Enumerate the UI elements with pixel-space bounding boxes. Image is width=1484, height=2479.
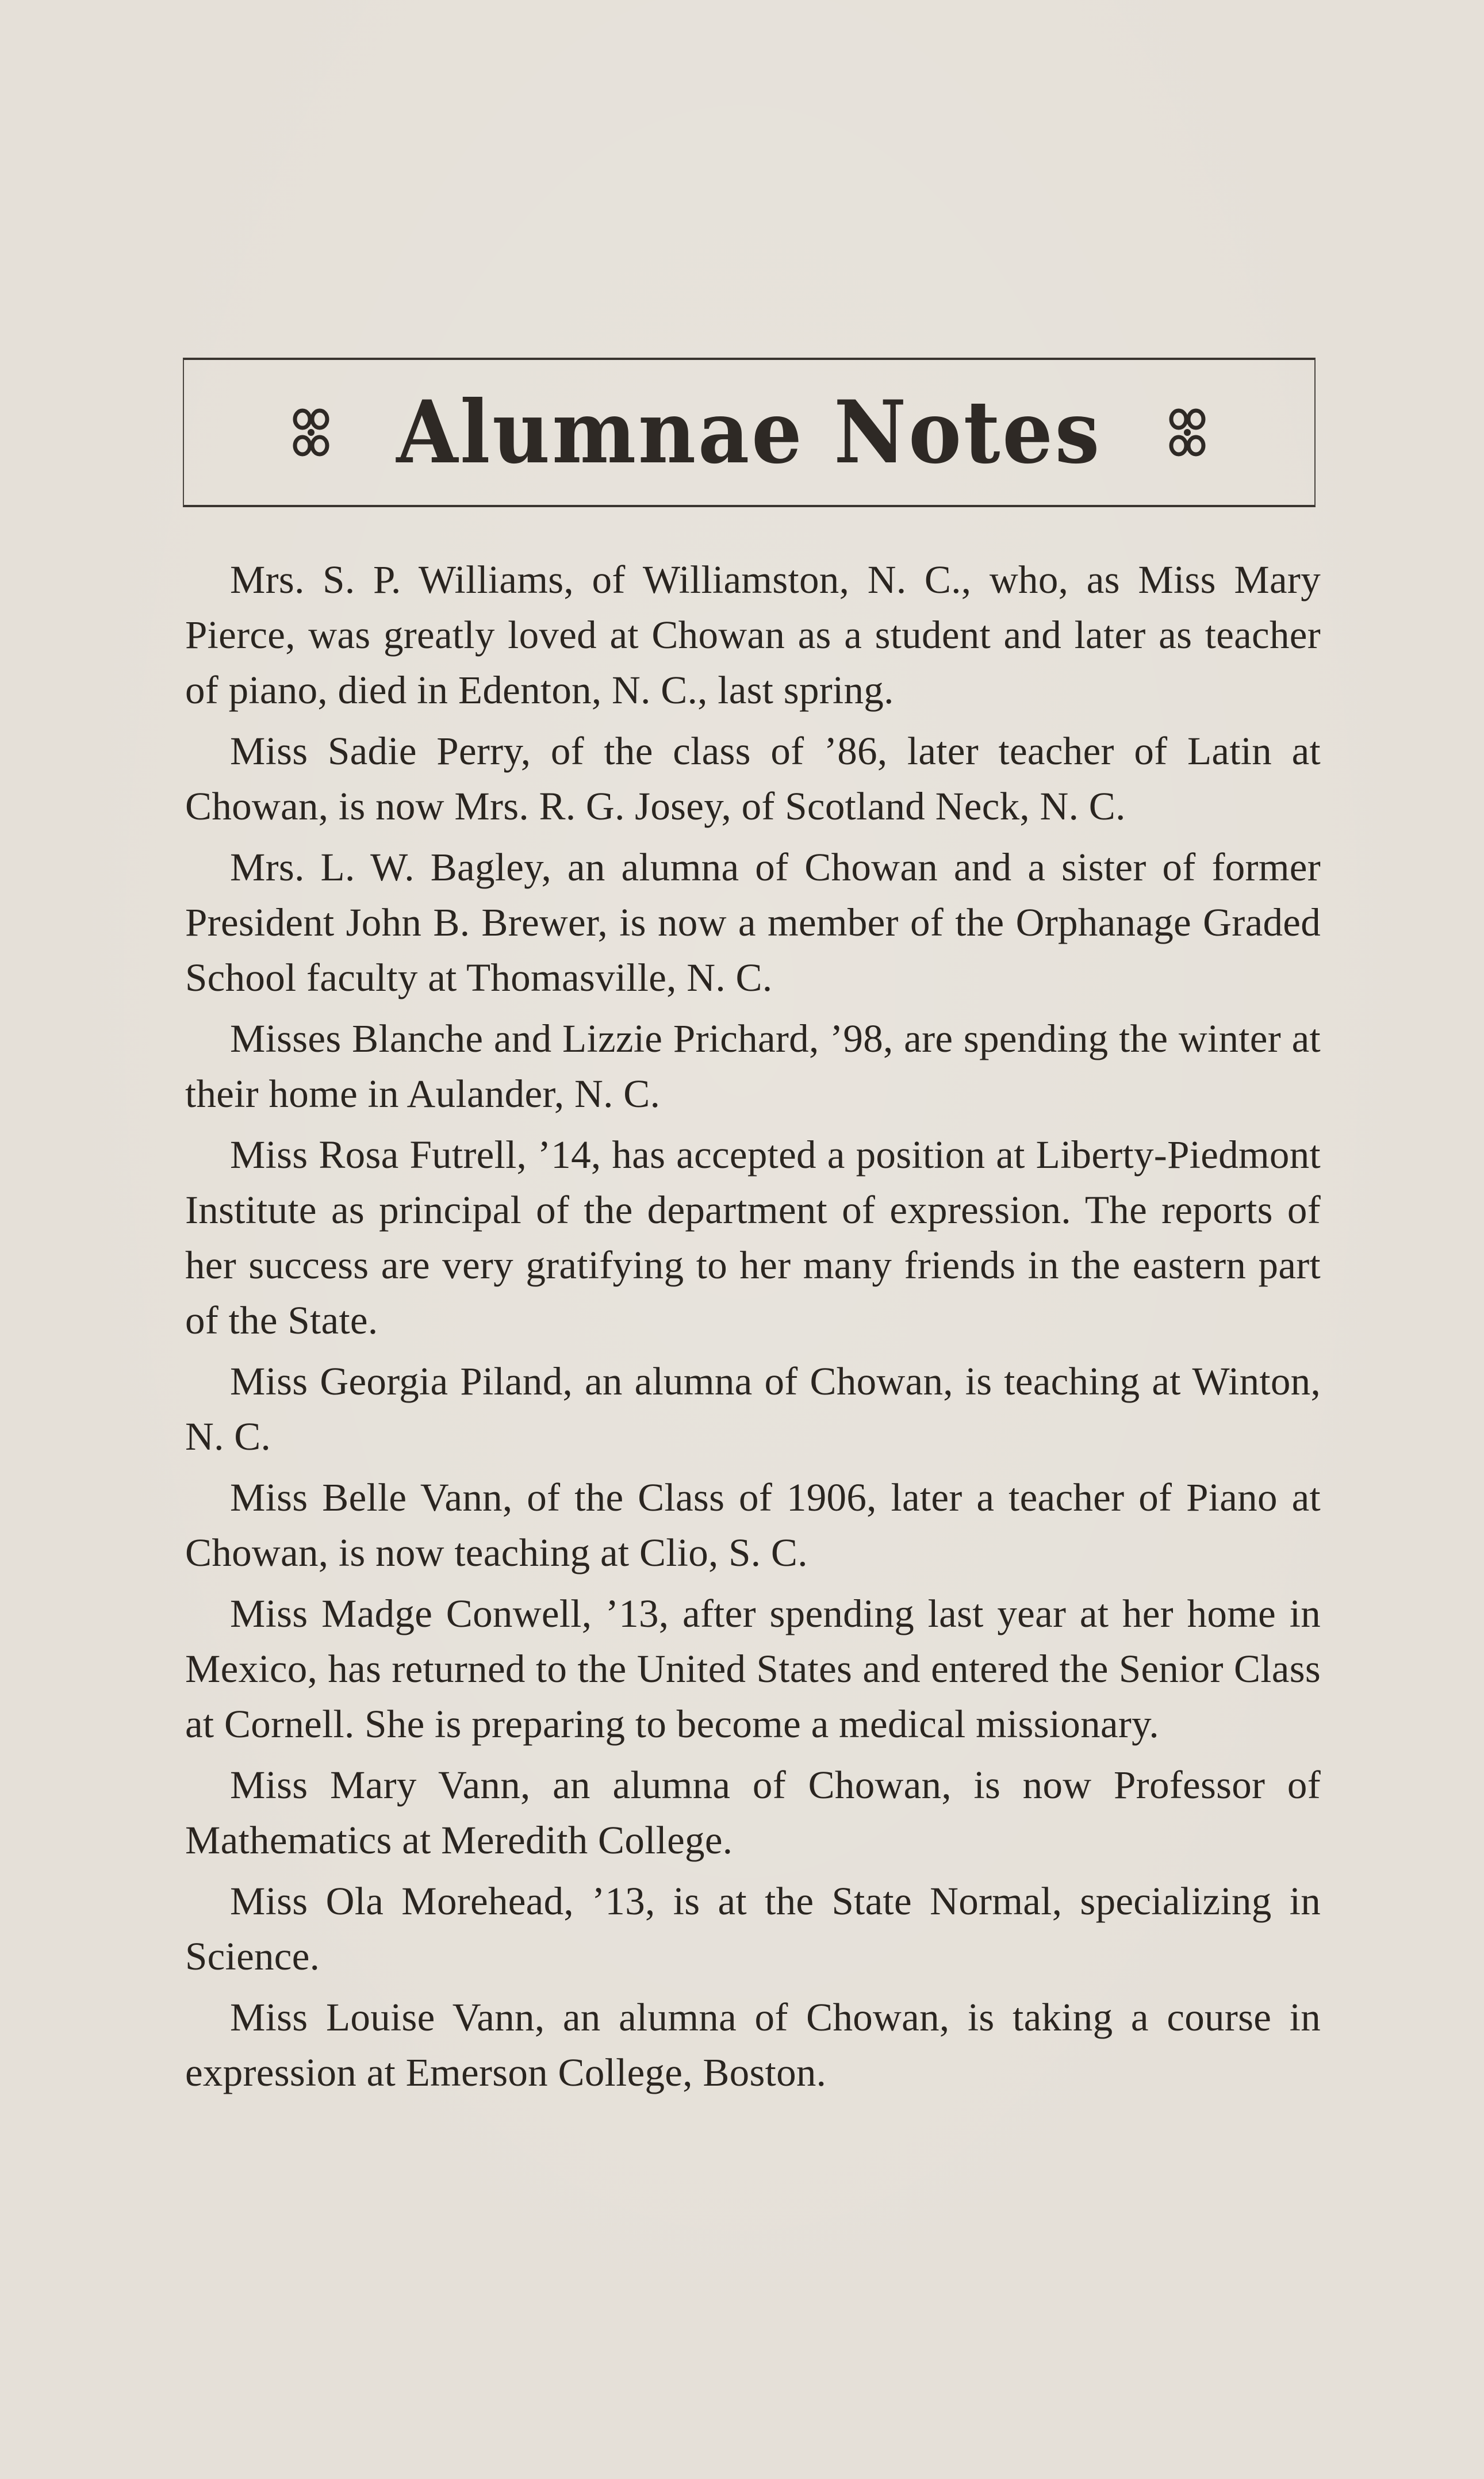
section-header-frame: [183, 358, 1316, 507]
note-paragraph: Mrs. S. P. Williams, of Williamston, N. C., who, as Miss Mary Pierce, was greatly loved at Chowan as a student and later as teacher of piano, died in Edenton, N. C., last spring.: [185, 558, 1321, 712]
note-paragraph: Miss Rosa Futrell, ’14, has accepted a position at Liberty-Piedmont Institute as principal of the department of expression. The reports of her success are very gratifying to her many friends in the eastern part of the State.: [185, 1133, 1321, 1342]
note-paragraph: Miss Belle Vann, of the Class of 1906, later a teacher of Piano at Chowan, is now teaching at Clio, S. C.: [185, 1476, 1321, 1574]
note-paragraph: Miss Georgia Piland, an alumna of Chowan, is teaching at Winton, N. C.: [185, 1359, 1321, 1458]
fleuron-ornament-icon: [291, 407, 331, 458]
note-paragraph: Miss Louise Vann, an alumna of Chowan, is taking a course in expression at Emerson College, Boston.: [185, 1995, 1321, 2094]
note-paragraph: Miss Madge Conwell, ’13, after spending last year at her home in Mexico, has returned to the United States and entered the Senior Class at Cornell. She is preparing to become a medical missionary.: [185, 1592, 1321, 1746]
note-paragraph: Misses Blanche and Lizzie Prichard, ’98, are spending the winter at their home in Aulander, N. C.: [185, 1017, 1321, 1116]
fleuron-ornament-icon: [1167, 407, 1207, 458]
note-paragraph: Miss Mary Vann, an alumna of Chowan, is now Professor of Mathematics at Meredith College.: [185, 1763, 1321, 1862]
note-paragraph: Miss Sadie Perry, of the class of ’86, later teacher of Latin at Chowan, is now Mrs. R. G. Josey, of Scotland Neck, N. C.: [185, 729, 1321, 828]
note-paragraph: Mrs. L. W. Bagley, an alumna of Chowan and a sister of former President John B. Brewer, is now a member of the Orphanage Graded School faculty at Thomasville, N. C.: [185, 845, 1321, 999]
note-paragraph: Miss Ola Morehead, ’13, is at the State Normal, specializing in Science.: [185, 1879, 1321, 1978]
notes-body: [185, 552, 1321, 2106]
section-header: [184, 360, 1314, 505]
page-title: Alumnae Notes: [396, 382, 1102, 483]
